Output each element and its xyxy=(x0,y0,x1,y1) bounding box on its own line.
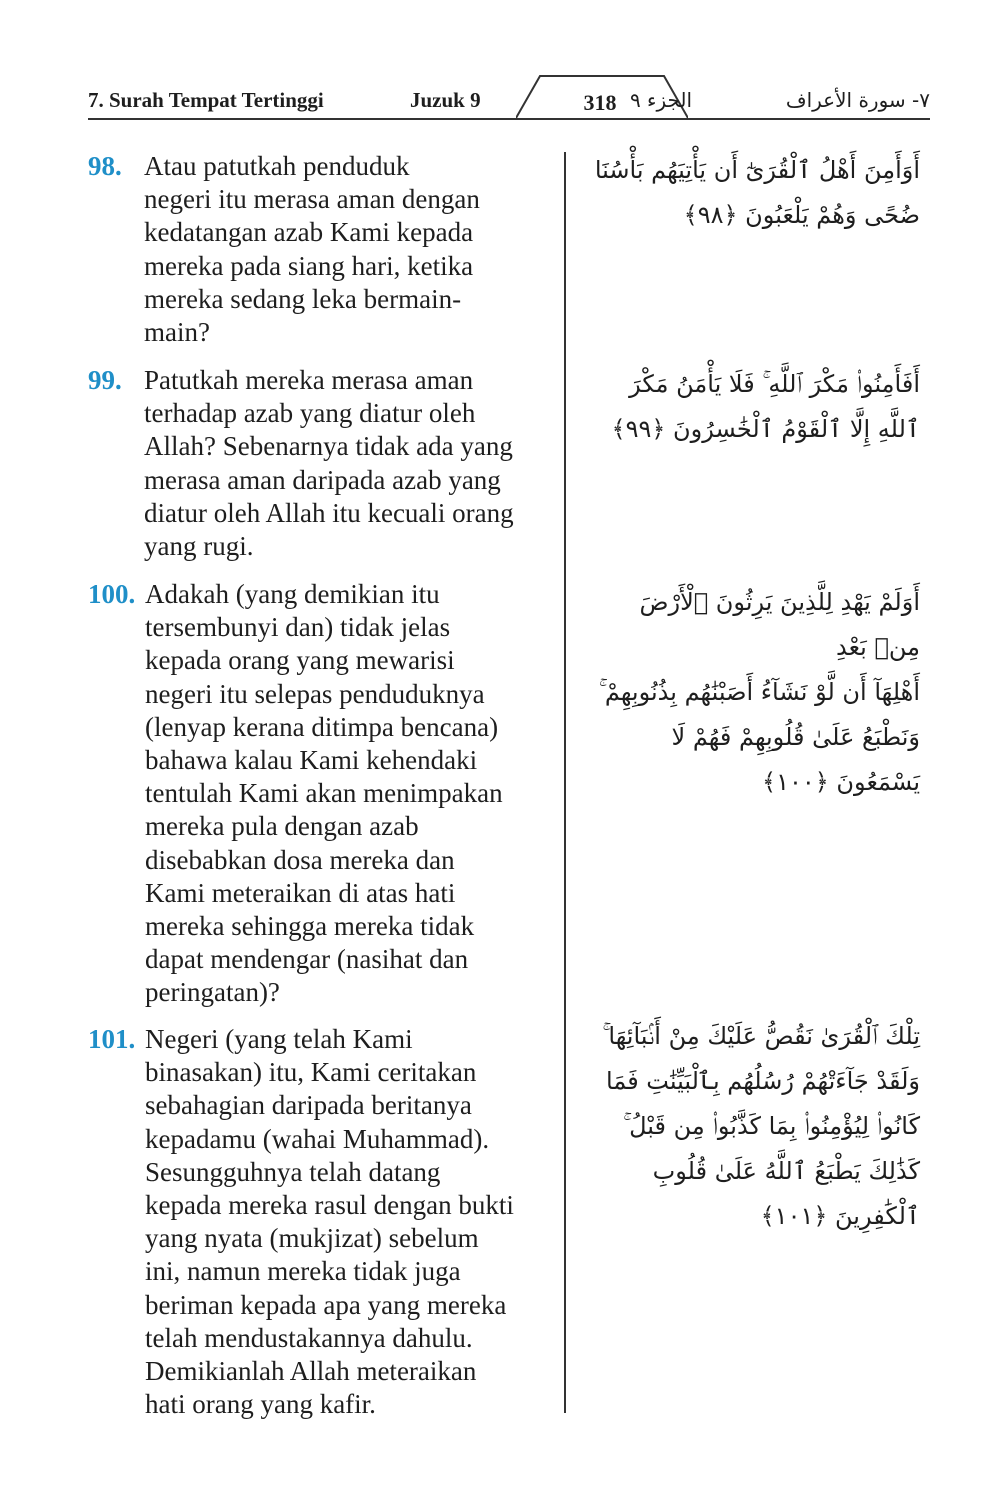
verse-text: Patutkah mereka merasa aman terhadap azab yang diatur oleh Allah? Sebenarnya tidak ada yang merasa aman daripada azab yang diatur oleh Allah itu kecuali orang yang rugi. xyxy=(144,365,514,562)
header-rule xyxy=(88,118,930,120)
verse-98-translation xyxy=(88,150,568,349)
verse-text: Atau patutkah penduduk negeri itu merasa aman dengan kedatangan azab Kami kepada mereka pada siang hari, ketika mereka sedang leka bermain- main? xyxy=(144,151,480,348)
juzuk-label: Juzuk 9 xyxy=(410,88,481,112)
verse-number: 100. xyxy=(88,579,136,609)
page-header xyxy=(88,78,930,123)
verse-99-translation xyxy=(88,364,568,563)
verse-100-translation xyxy=(88,578,568,1010)
arabic-surah-title: ٧- سورة الأعراف xyxy=(785,88,930,112)
verse-text: Negeri (yang telah Kami binasakan) itu, Kami ceritakan sebahagian daripada beritanya kepadamu (wahai Muhammad). Sesungguhnya telah datang kepada mereka rasul dengan bukti yang nyata (mukjizat) sebelum ini, namun mereka tidak juga beriman kepada apa yang mereka telah mendustakannya dahulu. Demikianlah Allah meteraikan hati orang yang kafir. xyxy=(145,1024,514,1420)
page-number: 318 xyxy=(583,90,617,115)
verse-99-arabic: أَفَأَمِنُوا۟ مَكْرَ ٱللَّهِ ۚ فَلَا يَأْمَنُ مَكْرَ ٱللَّهِ إِلَّا ٱلْقَوْمُ ٱلْخَٰسِرُونَ ﴿٩٩﴾ xyxy=(611,370,920,443)
arabic-juz-label: الجزء ٩ xyxy=(629,88,693,112)
verse-101-arabic: تِلْكَ ٱلْقُرَىٰ نَقُصُّ عَلَيْكَ مِنْ أَنۢبَآئِهَا ۚ وَلَقَدْ جَآءَتْهُمْ رُسُلُهُم بِٱلْبَيِّنَٰتِ فَمَا كَانُوا۟ لِيُؤْمِنُوا۟ بِمَا كَذَّبُوا۟ مِن قَبْلُ ۚ كَذَٰلِكَ يَطْبَعُ ٱللَّهُ عَلَىٰ قُلُوبِ ٱلْكَٰفِرِينَ ﴿١٠١﴾ xyxy=(602,1022,920,1230)
surah-title: 7. Surah Tempat Tertinggi xyxy=(88,88,324,112)
verse-100-arabic: أَوَلَمْ يَهْدِ لِلَّذِينَ يَرِثُونَ ٱلْأَرْضَ مِنۢ بَعْدِ أَهْلِهَآ أَن لَّوْ نَشَآءُ أَصَبْنَٰهُم بِذُنُوبِهِمْ ۚ وَنَطْبَعُ عَلَىٰ قُلُوبِهِمْ فَهُمْ لَا يَسْمَعُونَ ﴿١٠٠﴾ xyxy=(598,588,920,796)
verse-text: Adakah (yang demikian itu tersembunyi dan) tidak jelas kepada orang yang mewarisi negeri itu selepas penduduknya (lenyap kerana ditimpa bencana) bahawa kalau Kami kehendaki tentulah Kami akan menimpakan mereka pula dengan azab disebabkan dosa mereka dan Kami meteraikan di atas hati mereka sehingga mereka tidak dapat mendengar (nasihat dan peringatan)? xyxy=(145,579,503,1008)
verse-number: 98. xyxy=(88,151,122,181)
verse-number: 101. xyxy=(88,1024,136,1054)
verse-number: 99. xyxy=(88,365,122,395)
verse-98-arabic: أَوَأَمِنَ أَهْلُ ٱلْقُرَىٰٓ أَن يَأْتِيَهُم بَأْسُنَا ضُحًى وَهُمْ يَلْعَبُونَ ﴿٩٨﴾ xyxy=(594,156,920,229)
verse-101-translation xyxy=(88,1023,568,1421)
